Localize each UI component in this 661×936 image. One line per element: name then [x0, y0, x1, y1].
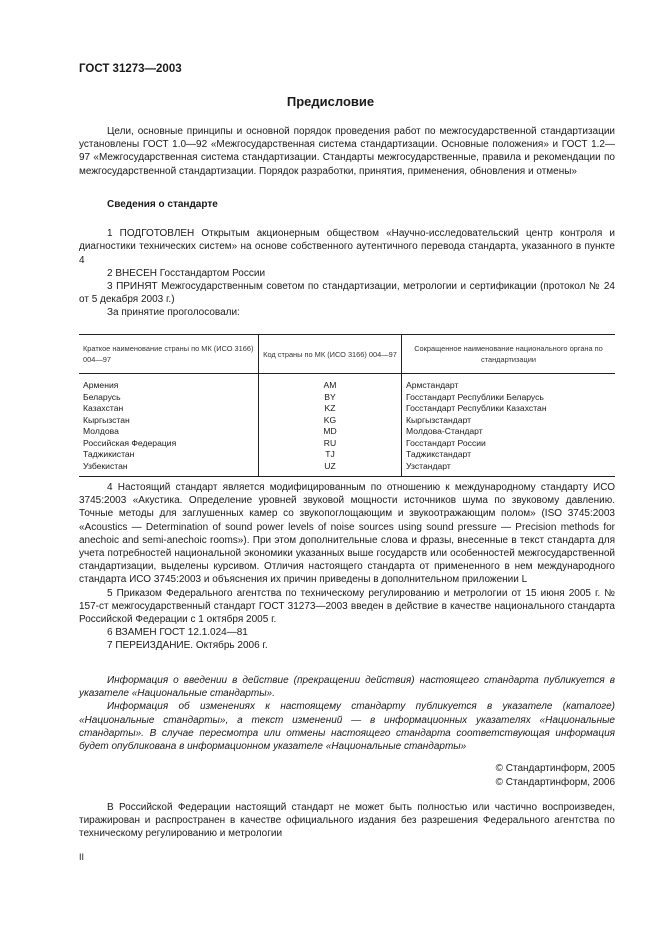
cell-body: Госстандарт России [406, 437, 486, 448]
page-title: Предисловие [286, 94, 375, 109]
cell-body: Армстандарт [406, 380, 459, 390]
table-header-row [79, 335, 615, 374]
table-row [79, 449, 615, 461]
notes-section [79, 674, 615, 753]
reproduction-text: В Российской Федерации настоящий стандарт не может быть полностью или частично воспроизведен, тиражирован и распространен в качестве официального издания без разрешения Федерального агентства по техническому регулированию и метрологии [79, 802, 615, 840]
cell-code: KG [259, 415, 402, 427]
cell-body: Госстандарт Республики Беларусь [406, 391, 544, 402]
table-row [79, 415, 615, 427]
cell-country: Армения [79, 374, 259, 392]
note-1: Информация о введении в действие (прекращении действия) настоящего стандарта публикуется в указателе «Национальные стандарты». [79, 675, 615, 700]
note-2: Информация об изменениях к настоящему стандарту публикуется в указателе (каталоге) «Национальные стандарты», а текст изменений — в информационных указателях «Национальные стандарты». В случае пересмотра или отмены настоящего стандарта соответствующая информация будет опубликована в информационном указателе «Национальные стандарты» [79, 701, 615, 753]
table-row [79, 392, 615, 404]
page-number: II [79, 852, 85, 862]
item-6: 6 ВЗАМЕН ГОСТ 12.1.024—81 [107, 627, 248, 639]
table-row [79, 426, 615, 438]
cell-code: KZ [259, 403, 402, 415]
cell-code: BY [259, 392, 402, 404]
cell-body: Узстандарт [406, 460, 451, 471]
table-row [79, 461, 615, 477]
column-header-body: Сокращенное наименование национального органа по стандартизации [402, 335, 616, 374]
reproduction-notice [79, 801, 615, 841]
item-5: 5 Приказом Федерального агентства по техническому регулированию и метрологии от 15 июня 2005 г. № 157-ст межгосударственный стандарт ГОСТ 31273—2003 введен в действие в качестве национального стандарта Российской Федерации с 1 октября 2005 г. [79, 587, 615, 626]
cell-country: Российская Федерация [79, 438, 259, 450]
cell-body: Кыргызстандарт [406, 414, 472, 425]
cell-body: Госстандарт Республики Казахстан [406, 403, 547, 413]
item-4: 4 Настоящий стандарт является модифицированным по отношению к международному стандарту ИСО 3745:2003 «Акустика. Определение уровней звуковой мощности источников шума по звуковому давлению. Точные методы для заглушенных камер со звукопоглощающим и звукоотражающим полом» (ISO 3745:2003 «Acoustics — Determination of sound power levels of noise sources using sound pressure — Precision methods for anechoic and semi-anechoic rooms»). При этом дополнительные слова и фразы, внесенные в текст стандарта для учета потребностей национальной экономики указанных выше государств или особенностей межгосударственной стандартизации, выделены курсивом. Отличия настоящего стандарта от примененного в нем международного стандарта ИСО 3745:2003 и объяснения их причин приведены в дополнительном приложении L [79, 482, 615, 586]
countries-table [79, 334, 615, 477]
copyright-line-2: © Стандартинформ, 2006 [495, 777, 615, 788]
cell-country: Узбекистан [79, 461, 259, 477]
column-header-code: Код страны по МК (ИСО 3166) 004—97 [259, 335, 402, 374]
cell-body: Молдова-Стандарт [406, 426, 483, 436]
cell-code: AM [259, 374, 402, 392]
cell-code: TJ [259, 449, 402, 461]
copyright-line-1: © Стандартинформ, 2005 [495, 763, 615, 774]
voted-label: За принятие проголосовали: [107, 307, 240, 319]
info-item-1: 1 ПОДГОТОВЛЕН Открытым акционерным обществом «Научно-исследовательский центр контроля и диагностики технических систем» на основе собственного аутентичного перевода стандарта, указанного в пункте 4 [79, 228, 615, 266]
table-row [79, 374, 615, 392]
cell-country: Таджикистан [79, 449, 259, 461]
cell-country: Молдова [79, 426, 259, 438]
standard-info-heading: Сведения о стандарте [107, 199, 218, 210]
cell-country: Казахстан [79, 403, 259, 415]
intro-section [79, 125, 615, 178]
cell-country: Беларусь [79, 392, 259, 404]
standard-info-section [79, 198, 615, 320]
document-id: ГОСТ 31273—2003 [79, 63, 182, 75]
items-section [79, 481, 615, 653]
intro-paragraph: Цели, основные принципы и основной порядок проведения работ по межгосударственной стандартизации установлены ГОСТ 1.0—92 «Межгосударственная система стандартизации. Основные положения» и ГОСТ 1.2—97 «Межгосударственная система стандартизации. Стандарты межгосударственные, правила и рекомендации по межгосударственной стандартизации. Порядок разработки, принятия, применения, обновления и отмены» [79, 126, 615, 177]
cell-code: MD [259, 426, 402, 438]
cell-country: Кыргызстан [79, 415, 259, 427]
cell-body: Таджикстандарт [406, 449, 472, 459]
table-body [79, 374, 615, 477]
cell-code: RU [259, 438, 402, 450]
column-header-country: Краткое наименование страны по МК (ИСО 3166) 004—97 [79, 335, 259, 374]
copyright-block [496, 762, 615, 790]
cell-code: UZ [259, 461, 402, 477]
item-7: 7 ПЕРЕИЗДАНИЕ. Октябрь 2006 г. [107, 640, 268, 652]
table-row [79, 403, 615, 415]
info-item-2: 2 ВНЕСЕН Госстандартом России [107, 267, 266, 279]
table-row [79, 438, 615, 450]
info-item-3: 3 ПРИНЯТ Межгосударственным советом по стандартизации, метрологии и сертификации (протокол № 24 от 5 декабря 2003 г.) [79, 281, 615, 306]
